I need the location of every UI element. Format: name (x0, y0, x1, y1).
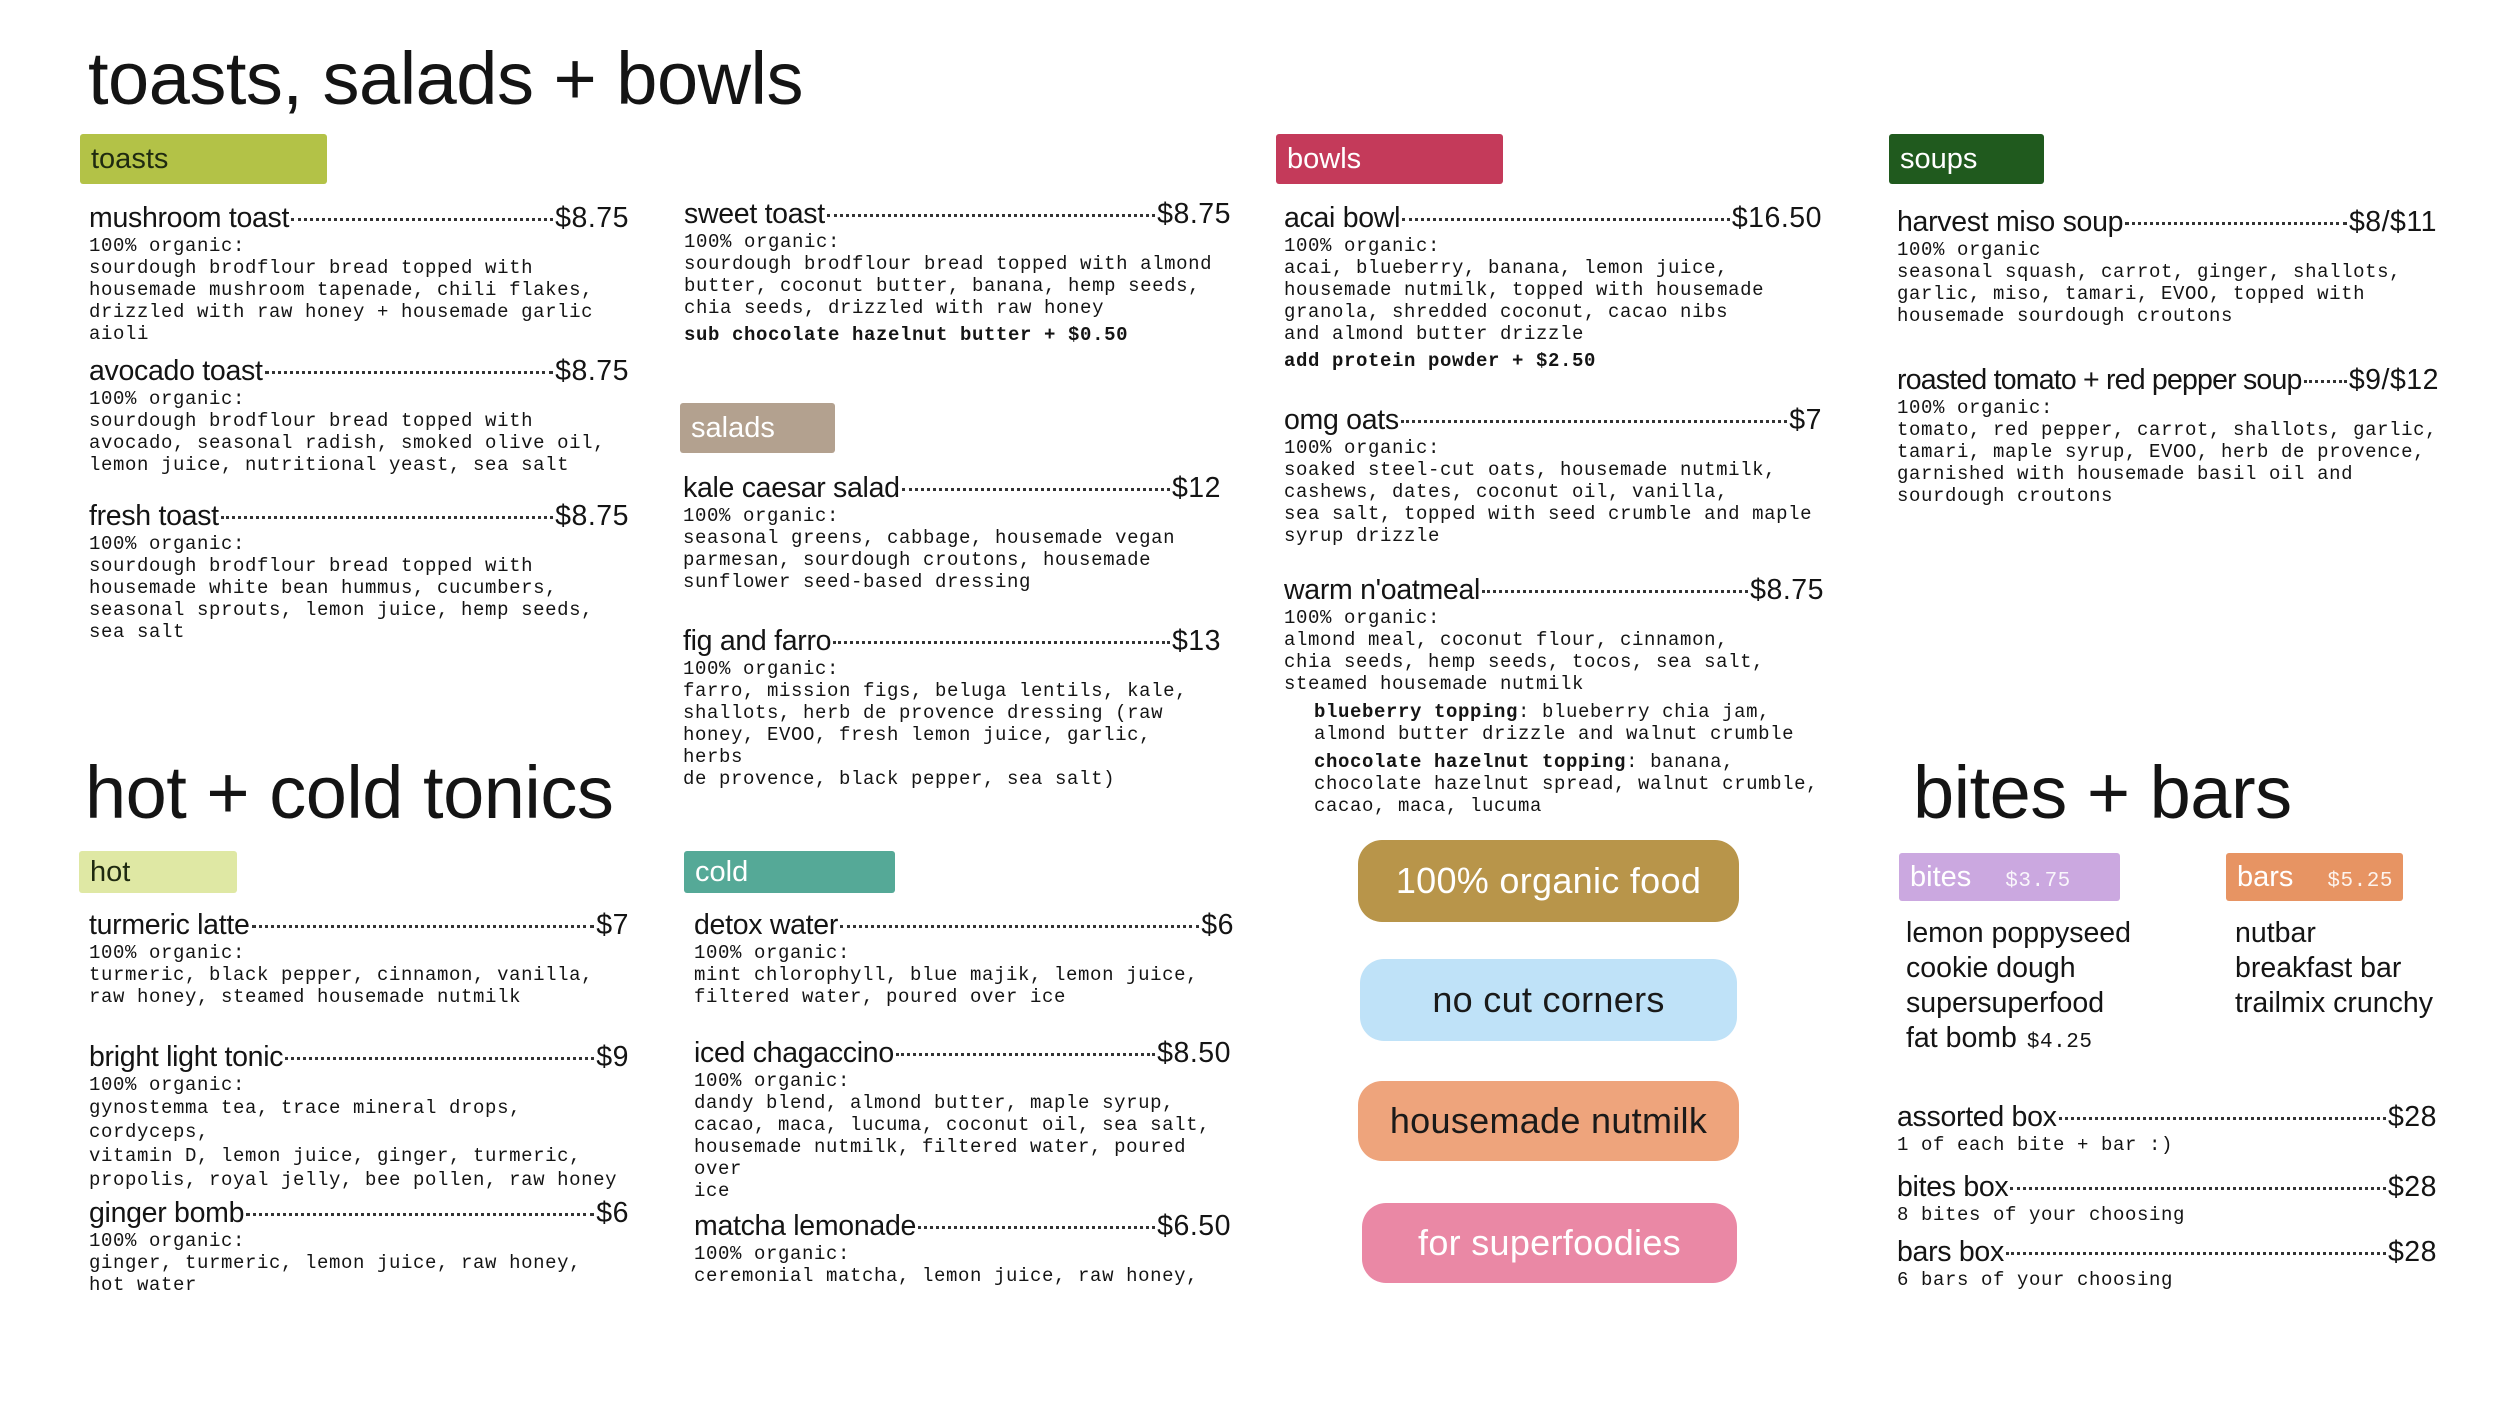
item-name: matcha lemonade (694, 1210, 917, 1242)
item-price: $8.75 (555, 500, 629, 532)
list-item: lemon poppyseed (1906, 917, 2131, 949)
item-description: tomato, red pepper, carrot, shallots, garlic, tamari, maple syrup, EVOO, herb de provence, garnished with housemade basil oil and sourdough croutons (1897, 418, 2438, 507)
leader-dots (2010, 1187, 2386, 1190)
list-item: nutbar (2235, 917, 2316, 949)
item-addon: add protein powder + $2.50 (1284, 349, 1597, 372)
menu-item (1897, 1236, 2437, 1291)
tag-bowls: bowls (1276, 134, 1503, 184)
item-price: $6 (596, 1197, 629, 1229)
tag-salads: salads (680, 403, 835, 453)
list-item-label: fat bomb (1906, 1022, 2017, 1054)
item-price: $9 (596, 1041, 629, 1073)
leader-dots (902, 488, 1170, 491)
item-description: dandy blend, almond butter, maple syrup, cacao, maca, lucuma, coconut oil, sea salt, housemade nutmilk, filtered water, poured over ice (694, 1091, 1211, 1202)
item-name: bright light tonic (89, 1041, 284, 1073)
item-price: $7 (1789, 404, 1822, 436)
item-organic: 100% organic: (89, 941, 246, 964)
menu-item (89, 202, 629, 345)
menu-item (89, 355, 629, 476)
item-description: 6 bars of your choosing (1897, 1268, 2174, 1291)
item-price: $28 (2387, 1236, 2437, 1268)
item-organic: 100% organic: (683, 504, 840, 527)
leader-dots (291, 218, 553, 221)
tag-bars (2226, 853, 2403, 901)
item-name: roasted tomato + red pepper soup (1897, 364, 2302, 396)
item-name: sweet toast (684, 198, 825, 230)
item-organic: 100% organic: (694, 941, 851, 964)
list-item: trailmix crunchy (2235, 987, 2433, 1019)
item-organic: 100% organic: (89, 1073, 246, 1096)
item-description: almond meal, coconut flour, cinnamon, chia seeds, hemp seeds, tocos, sea salt, steamed housemade nutmilk (1284, 628, 1765, 695)
item-name: harvest miso soup (1897, 206, 2124, 238)
bites-label: bites (1910, 861, 1972, 893)
item-organic: 100% organic: (89, 387, 246, 410)
menu-item (1284, 574, 1824, 817)
item-price: $8.75 (1750, 574, 1824, 606)
topping-chocolate-hazelnut (1284, 751, 1824, 817)
leader-dots (285, 1057, 594, 1060)
menu-item (694, 909, 1234, 1008)
item-description: sourdough brodflour bread topped with housemade white bean hummus, cucumbers, seasonal sprouts, lemon juice, hemp seeds, sea salt (89, 554, 594, 643)
leader-dots (2059, 1117, 2386, 1120)
menu-item (684, 198, 1231, 346)
item-name: iced chagaccino (694, 1037, 894, 1069)
item-organic: 100% organic: (694, 1242, 851, 1265)
item-organic: 100% organic: (1284, 606, 1441, 629)
menu-item (1284, 202, 1822, 372)
tag-bites (1899, 853, 2120, 901)
item-addon: sub chocolate hazelnut butter + $0.50 (684, 323, 1129, 346)
item-price: $8/$11 (2348, 206, 2437, 238)
item-name: avocado toast (89, 355, 263, 387)
item-name: mushroom toast (89, 202, 290, 234)
item-organic: 100% organic: (89, 234, 246, 257)
item-description: sourdough brodflour bread topped with housemade mushroom tapenade, chili flakes, drizzled with raw honey + housemade garlic aioli (89, 256, 594, 345)
item-description: ginger, turmeric, lemon juice, raw honey, hot water (89, 1251, 582, 1296)
leader-dots (833, 641, 1170, 644)
bites-list (1906, 916, 2131, 1060)
item-description: soaked steel-cut oats, housemade nutmilk, cashews, dates, coconut oil, vanilla, sea salt, topped with seed crumble and maple syrup drizzle (1284, 458, 1813, 547)
item-description: turmeric, black pepper, cinnamon, vanilla, raw honey, steamed housemade nutmilk (89, 963, 594, 1008)
leader-dots (221, 516, 553, 519)
menu-item (1284, 404, 1822, 547)
tag-cold: cold (684, 851, 895, 893)
tonics-heading: hot + cold tonics (85, 751, 614, 834)
fat-bomb-price: $4.25 (2026, 1031, 2093, 1054)
item-description: acai, blueberry, banana, lemon juice, housemade nutmilk, topped with housemade granola, shredded coconut, cacao nibs and almond butter drizzle (1284, 256, 1765, 345)
bites-price: $3.75 (2005, 870, 2071, 893)
pill-no-cut-corners: no cut corners (1360, 959, 1737, 1041)
topping-text: : blueberry chia jam, almond butter drizzle and walnut crumble (1314, 700, 1795, 745)
tag-hot: hot (79, 851, 237, 893)
menu-item (694, 1210, 1231, 1287)
item-price: $8.75 (555, 202, 629, 234)
menu-item (89, 909, 629, 1008)
bars-list (2235, 916, 2433, 1021)
item-organic: 100% organic: (1284, 436, 1441, 459)
item-price: $16.50 (1731, 202, 1822, 234)
item-name: ginger bomb (89, 1197, 245, 1229)
menu-item (89, 1197, 629, 1296)
item-organic: 100% organic: (1284, 234, 1441, 257)
item-name: detox water (694, 909, 839, 941)
list-item: supersuperfood (1906, 987, 2105, 1019)
pill-for-superfoodies: for superfoodies (1362, 1203, 1737, 1283)
topping-label: chocolate hazelnut topping (1314, 750, 1627, 773)
item-name: acai bowl (1284, 202, 1401, 234)
item-name: assorted box (1897, 1101, 2057, 1133)
item-description: sourdough brodflour bread topped with almond butter, coconut butter, banana, hemp seeds, chia seeds, drizzled with raw honey (684, 252, 1213, 319)
bars-label: bars (2237, 861, 2294, 893)
item-price: $8.50 (1157, 1037, 1231, 1069)
bites-bars-heading: bites + bars (1913, 751, 2292, 834)
item-description: gynostemma tea, trace mineral drops, cordyceps, vitamin D, lemon juice, ginger, turmeric, propolis, royal jelly, bee pollen, raw honey (89, 1096, 618, 1191)
item-name: omg oats (1284, 404, 1399, 436)
item-organic: 100% organic: (1897, 396, 2054, 419)
menu-item (1897, 1171, 2437, 1226)
leader-dots (896, 1053, 1155, 1056)
item-organic: 100% organic: (694, 1069, 851, 1092)
item-name: kale caesar salad (683, 472, 900, 504)
item-organic: 100% organic: (683, 657, 840, 680)
item-price: $6 (1201, 909, 1234, 941)
item-name: turmeric latte (89, 909, 250, 941)
item-name: fresh toast (89, 500, 219, 532)
item-price: $28 (2387, 1101, 2437, 1133)
topping-blueberry (1284, 701, 1824, 745)
menu-item (89, 500, 629, 643)
item-organic: 100% organic (1897, 238, 2042, 261)
page-title: toasts, salads + bowls (88, 37, 803, 120)
leader-dots (827, 214, 1155, 217)
pill-housemade-nutmilk: housemade nutmilk (1358, 1081, 1739, 1161)
item-price: $7 (596, 909, 629, 941)
leader-dots (1482, 590, 1748, 593)
item-name: warm n'oatmeal (1284, 574, 1481, 606)
item-organic: 100% organic: (684, 230, 841, 253)
menu-item (1897, 364, 2439, 507)
item-price: $8.75 (1157, 198, 1231, 230)
bars-price: $5.25 (2327, 870, 2393, 893)
list-item: breakfast bar (2235, 952, 2402, 984)
item-price: $12 (1171, 472, 1221, 504)
menu-item (694, 1037, 1231, 1202)
item-description: sourdough brodflour bread topped with avocado, seasonal radish, smoked olive oil, lemon juice, nutritional yeast, sea salt (89, 409, 606, 476)
menu-item (1897, 1101, 2437, 1156)
leader-dots (265, 371, 554, 374)
item-description: farro, mission figs, beluga lentils, kale, shallots, herb de provence dressing (raw honey, EVOO, fresh lemon juice, garlic, herbs de provence, black pepper, sea salt) (683, 679, 1188, 790)
item-organic: 100% organic: (89, 532, 246, 555)
leader-dots (840, 925, 1199, 928)
item-name: bites box (1897, 1171, 2009, 1203)
item-description: seasonal greens, cabbage, housemade vegan parmesan, sourdough croutons, housemade sunflower seed-based dressing (683, 526, 1176, 593)
item-price: $9/$12 (2348, 364, 2439, 396)
item-name: fig and farro (683, 625, 832, 657)
menu-item (683, 472, 1221, 593)
item-price: $8.75 (555, 355, 629, 387)
item-description: 1 of each bite + bar :) (1897, 1133, 2174, 1156)
list-item: cookie dough (1906, 952, 2076, 984)
item-description: ceremonial matcha, lemon juice, raw honey, (694, 1264, 1199, 1287)
item-price: $6.50 (1157, 1210, 1231, 1242)
item-price: $13 (1171, 625, 1221, 657)
leader-dots (246, 1213, 594, 1216)
menu-item (683, 625, 1221, 790)
pill-organic-food: 100% organic food (1358, 840, 1739, 922)
tag-soups: soups (1889, 134, 2044, 184)
leader-dots (2006, 1252, 2386, 1255)
item-description: seasonal squash, carrot, ginger, shallots, garlic, miso, tamari, EVOO, topped with housemade sourdough croutons (1897, 260, 2402, 327)
leader-dots (252, 925, 595, 928)
item-description: mint chlorophyll, blue majik, lemon juice, filtered water, poured over ice (694, 963, 1199, 1008)
leader-dots (2304, 380, 2347, 383)
leader-dots (2125, 222, 2347, 225)
item-price: $28 (2387, 1171, 2437, 1203)
menu-item (89, 1041, 629, 1192)
list-item (1906, 1021, 2131, 1060)
tag-toasts: toasts (80, 134, 327, 184)
leader-dots (918, 1226, 1155, 1229)
item-name: bars box (1897, 1236, 2004, 1268)
topping-text: : banana, chocolate hazelnut spread, walnut crumble, cacao, maca, lucuma (1314, 750, 1819, 817)
menu-item (1897, 206, 2437, 327)
item-description: 8 bites of your choosing (1897, 1203, 2186, 1226)
topping-label: blueberry topping (1314, 700, 1519, 723)
item-organic: 100% organic: (89, 1229, 246, 1252)
leader-dots (1401, 420, 1787, 423)
leader-dots (1402, 218, 1730, 221)
